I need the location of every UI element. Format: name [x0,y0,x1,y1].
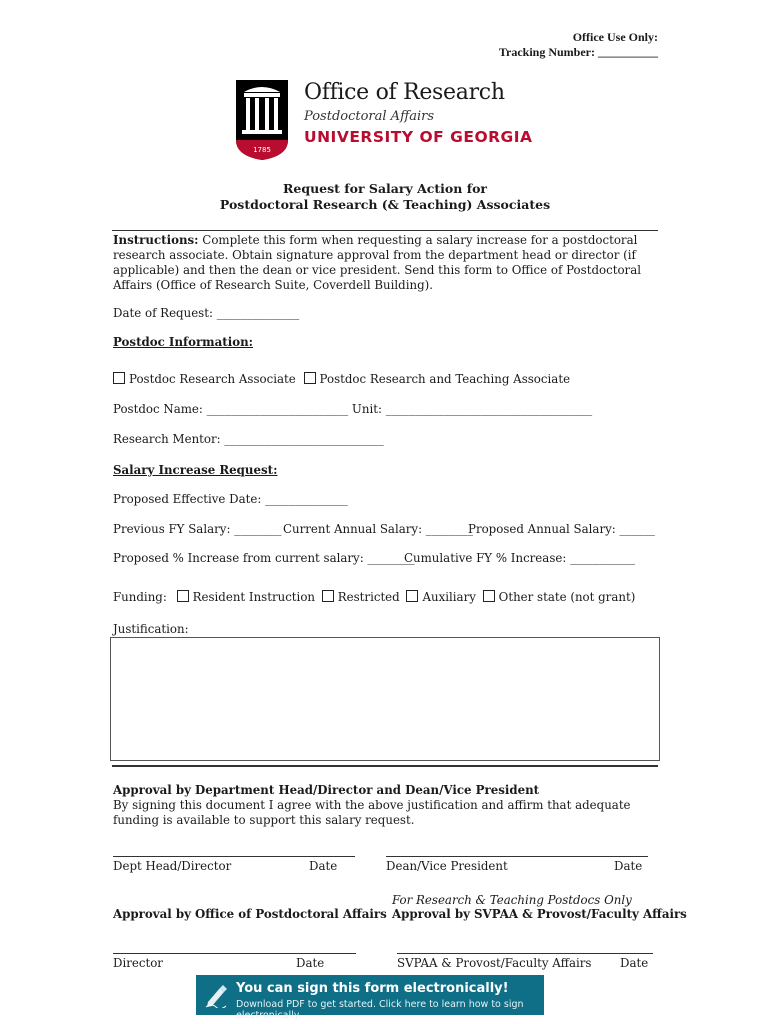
proposed-pct-increase[interactable]: Proposed % Increase from current salary: ________ [113,551,415,565]
form-title-line2: Postdoctoral Research (& Teaching) Associates [219,197,551,212]
director-date-label: Date [296,956,325,970]
funding-resident-instruction: Resident Instruction [192,590,316,604]
checkbox-auxiliary[interactable] [406,590,418,602]
funding-restricted: Restricted [337,590,400,604]
postdoc-info-heading: Postdoc Information: [113,335,254,349]
justification-textbox[interactable] [110,637,660,761]
logo-title: Office of Research [304,80,505,105]
dept-head-date-label: Date [309,859,338,873]
form-title-line1: Request for Salary Action for [282,181,488,196]
justification-label: Justification: [113,622,189,636]
logo-university: UNIVERSITY OF GEORGIA [304,128,533,146]
proposed-effective-date[interactable]: Proposed Effective Date: ______________ [113,492,348,506]
research-mentor[interactable]: Research Mentor: ___________________________ [113,432,384,446]
approval-heading: Approval by Department Head/Director and Dean/Vice President [113,783,540,797]
sign-electronically-banner[interactable] [196,975,544,1021]
director-label: Director [113,956,163,970]
instructions-label: Instructions: [113,233,199,247]
logo-subtitle: Postdoctoral Affairs [304,109,435,124]
form-title [0,181,770,213]
dept-head-label: Dept Head/Director [113,859,232,873]
postdoc-type-row [113,372,570,386]
cumulative-fy-increase[interactable]: Cumulative FY % Increase: ___________ [404,551,635,565]
proposed-annual-salary[interactable]: Proposed Annual Salary: ______ [468,522,655,536]
checkbox-resident-instruction[interactable] [177,590,189,602]
funding-auxiliary: Auxiliary [422,590,476,604]
postdoc-name-unit[interactable]: Postdoc Name: ________________________ Unit: ___________________________________ [113,402,593,416]
previous-fy-salary[interactable]: Previous FY Salary: ________ [113,522,282,536]
date-of-request[interactable]: Date of Request: ______________ [113,306,300,320]
dean-label: Dean/Vice President [386,859,508,873]
option-research-teaching-associate: Postdoc Research and Teaching Associate [319,372,571,386]
instructions-text: Complete this form when requesting a salary increase for a postdoctoral research associate. Obtain signature approval from the department head or director (if applicable) and then the dean or vice president. Send this form to Office of Postdoctoral Affairs (Office of Research Suite, Coverdell Building). [113,233,642,292]
office-use-block [499,30,658,60]
office-use-label: Office Use Only: [572,30,658,44]
signature-line-director[interactable] [113,953,356,954]
svpaa-date-label: Date [620,956,649,970]
svpaa-approval-heading: Approval by SVPAA & Provost/Faculty Affairs [392,907,687,921]
approval-text: By signing this document I agree with the above justification and affirm that adequate funding is available to support this salary request. [113,798,631,827]
funding-label: Funding: [113,590,167,604]
signature-line-dean[interactable] [386,856,648,857]
funding-row [113,590,635,604]
checkbox-research-associate[interactable] [113,372,125,384]
divider-thick [112,765,658,767]
divider [112,230,658,231]
checkbox-other-state[interactable] [483,590,495,602]
dean-date-label: Date [614,859,643,873]
salary-request-heading: Salary Increase Request: [113,463,278,477]
opa-approval-heading: Approval by Office of Postdoctoral Affairs [113,907,387,921]
banner-title: You can sign this form electronically! [236,981,509,996]
checkbox-restricted[interactable] [322,590,334,602]
banner-subtitle: Download PDF to get started. Click here to learn how to sign electronically. [236,999,524,1021]
signature-line-dept-head[interactable] [113,856,355,857]
current-annual-salary[interactable]: Current Annual Salary: ________ [283,522,473,536]
logo-text [304,80,533,146]
logo-year: 1785 [253,146,271,154]
funding-other-state: Other state (not grant) [498,590,636,604]
instructions [113,233,661,293]
option-research-associate: Postdoc Research Associate [129,372,296,386]
tracking-number: Tracking Number: __________ [498,45,658,59]
teaching-postdoc-note: For Research & Teaching Postdocs Only [392,893,632,907]
pen-sign-icon [204,982,230,1008]
svpaa-label: SVPAA & Provost/Faculty Affairs [397,956,592,970]
checkbox-research-teaching-associate[interactable] [304,372,316,384]
signature-line-svpaa[interactable] [397,953,653,954]
